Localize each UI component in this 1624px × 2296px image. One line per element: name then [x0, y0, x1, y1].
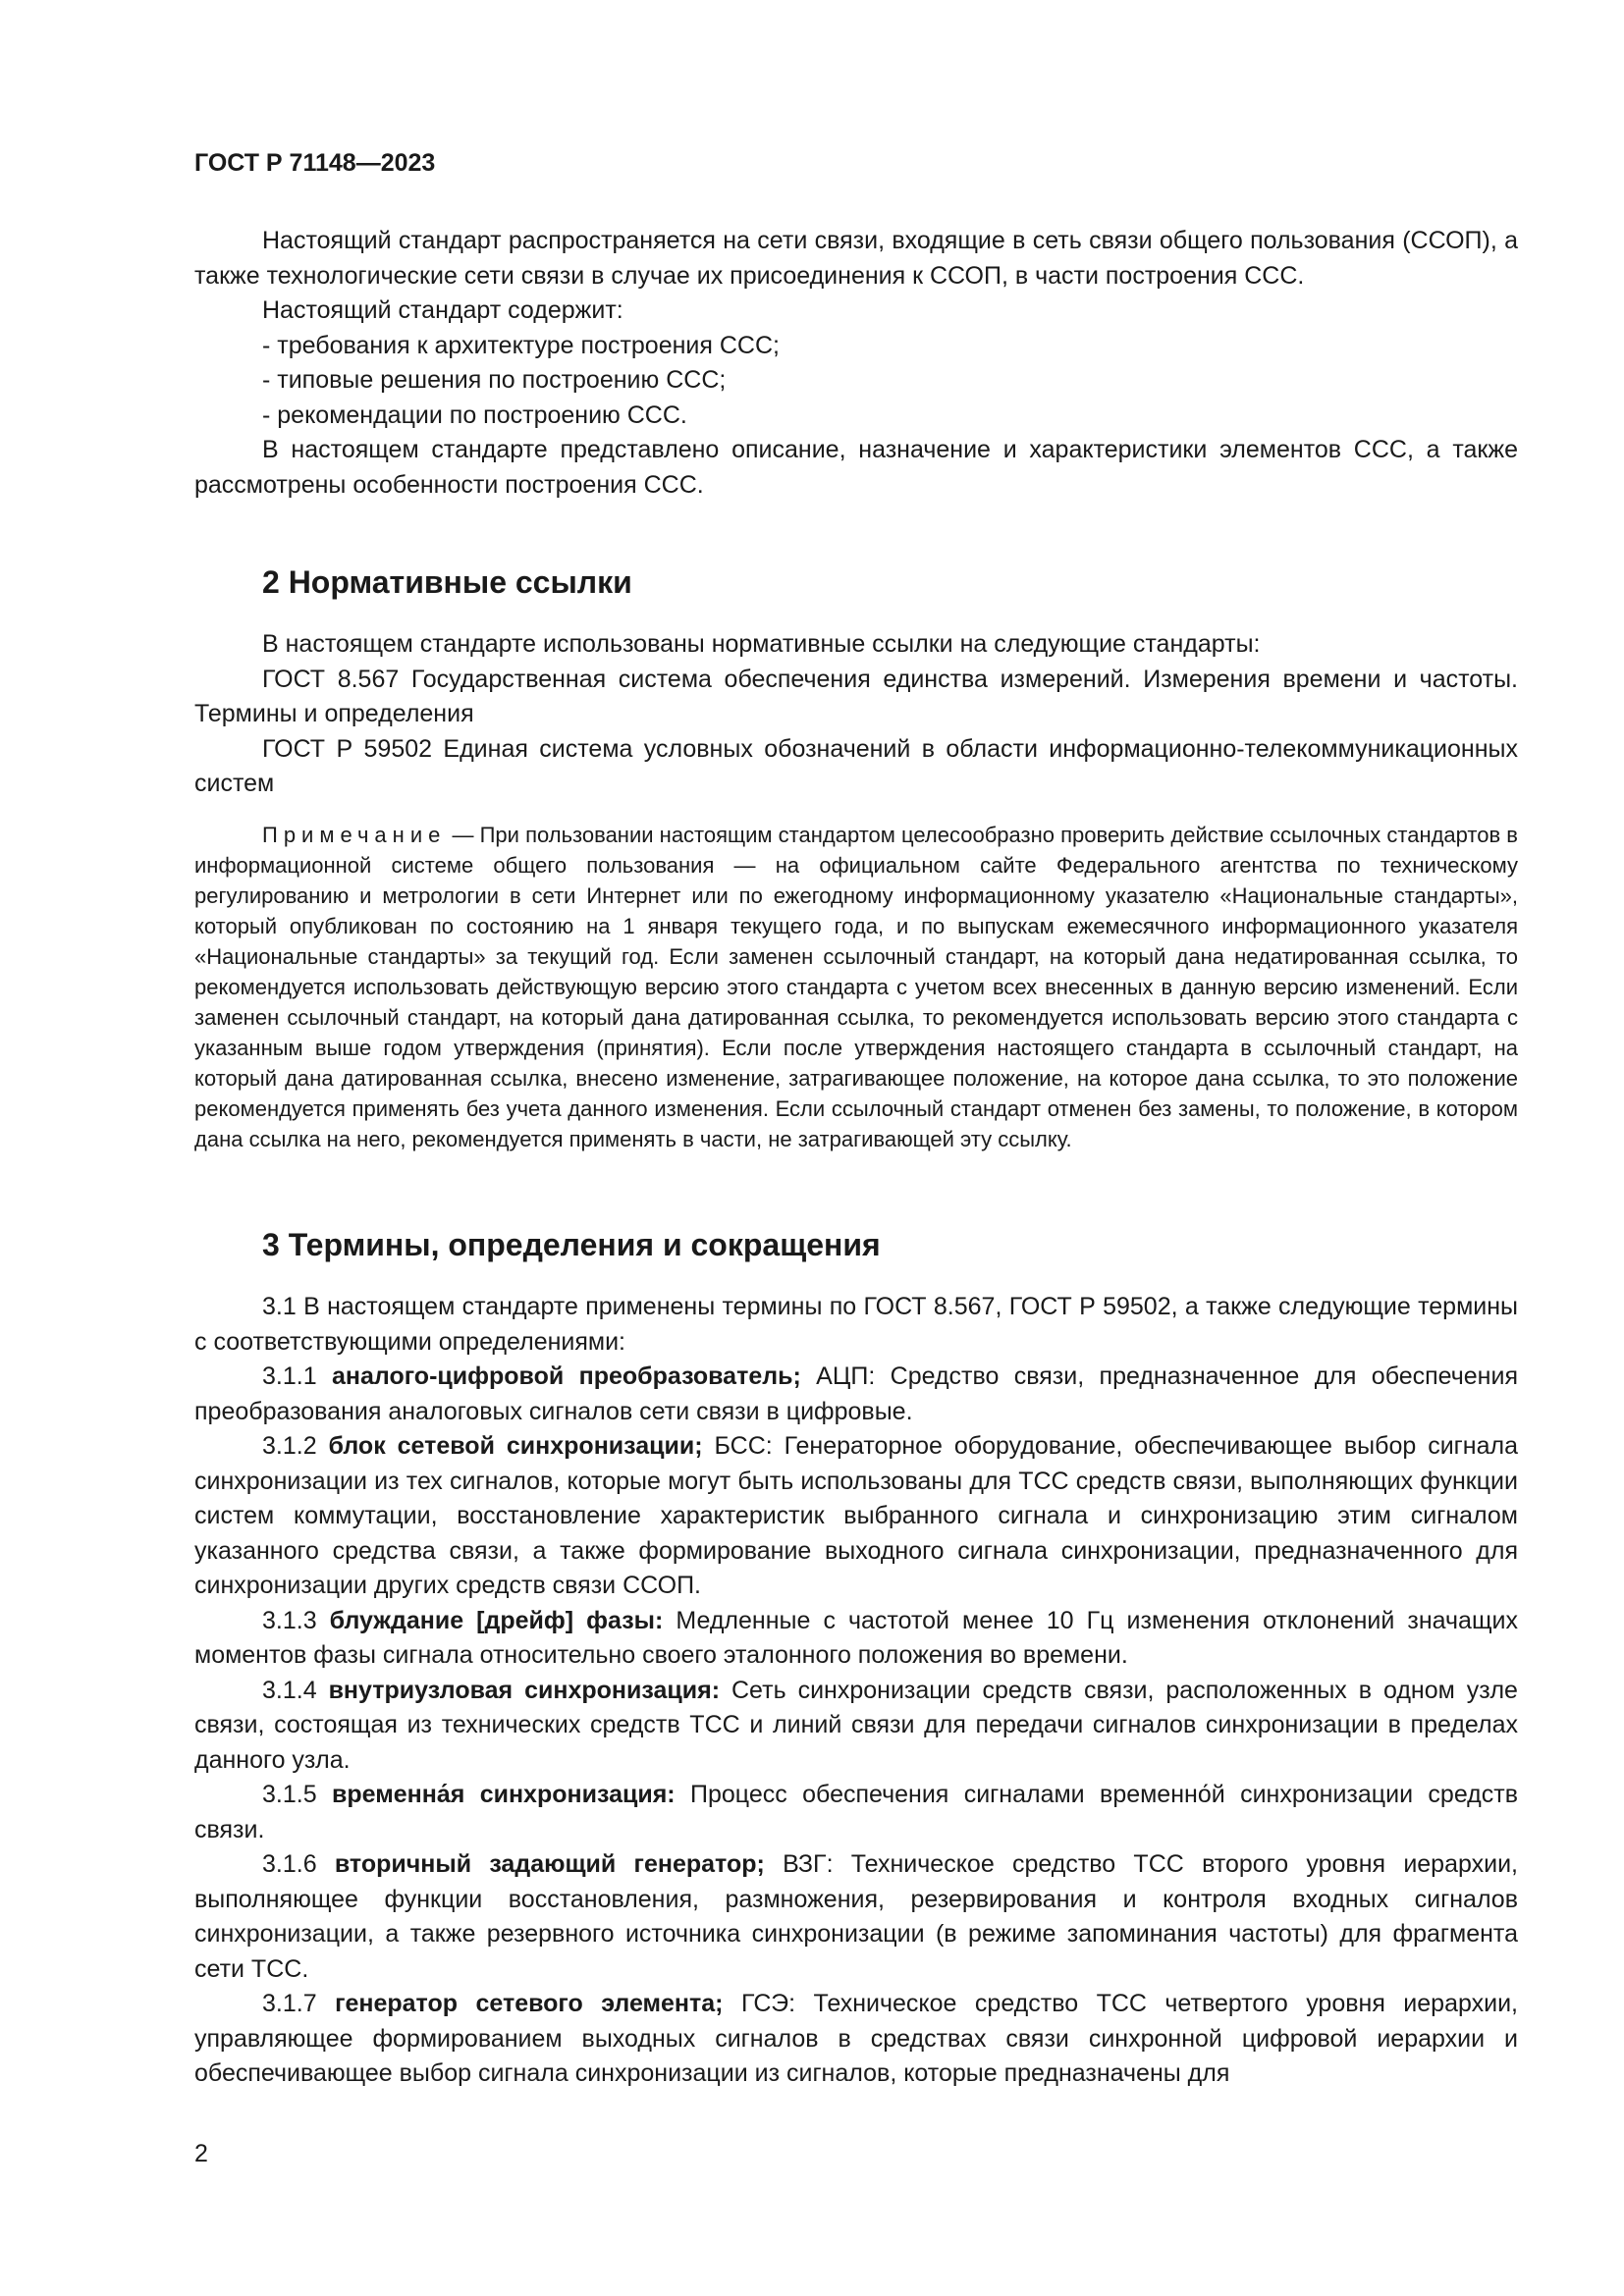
- term-entry: [194, 1987, 1518, 2092]
- list-item: - типовые решения по построению ССС;: [262, 366, 727, 394]
- term-definition: ВЗГ: Техническое средство ТСС второго уровня иерархии, выполняющее функции восстановления, размножения, резервирования и контроля входных сигналов синхронизации, а также резервного источника синхронизации (в режиме запоминания частоты) для фрагмента сети ТСС.: [194, 1850, 1518, 1983]
- document-code: ГОСТ Р 71148—2023: [194, 149, 436, 177]
- term-entry: [194, 1429, 1518, 1604]
- section-heading: 2 Нормативные ссылки: [262, 564, 632, 600]
- term-name: временна́я синхронизация:: [332, 1781, 676, 1808]
- term-definition: БСС: Генераторное оборудование, обеспечивающее выбор сигнала синхронизации из тех сигналов, которые могут быть использованы для ТСС средств связи, выполняющих функции систем коммутации, восстановление характеристик выбранного сигнала и синхронизацию этим сигналом указанного средства связи, а также формирование выходного сигнала синхронизации, предназначенного для синхронизации других средств связи ССОП.: [194, 1432, 1518, 1599]
- term-name: вторичный задающий генератор;: [334, 1850, 765, 1878]
- reference-item: ГОСТ Р 59502 Единая система условных обозначений в области информационно-телекоммуникационных систем: [194, 734, 1518, 797]
- section-paragraph: В настоящем стандарте использованы нормативные ссылки на следующие стандарты:: [262, 630, 1261, 658]
- note-label: Примечание: [262, 822, 447, 847]
- term-name: аналого-цифровой преобразователь;: [331, 1362, 801, 1390]
- section-paragraph: 3.1 В настоящем стандарте применены термины по ГОСТ 8.567, ГОСТ Р 59502, а также следующие термины с соответствующими определениями:: [194, 1293, 1518, 1356]
- section-heading: 3 Термины, определения и сокращения: [262, 1227, 881, 1262]
- term-number: 3.1.5: [262, 1781, 332, 1808]
- term-name: внутриузловая синхронизация:: [328, 1676, 721, 1704]
- term-definition: Медленные с частотой менее 10 Гц изменения отклонений значащих моментов фазы сигнала относительно своего эталонного положения во времени.: [194, 1606, 1518, 1669]
- term-definition: Сеть синхронизации средств связи, расположенных в одном узле связи, состоящая из технических средств ТСС и линий связи для передачи сигналов синхронизации в пределах данного узла.: [194, 1676, 1518, 1774]
- term-number: 3.1.3: [262, 1606, 330, 1634]
- term-number: 3.1.6: [262, 1850, 335, 1878]
- section-3: [194, 1225, 1518, 2092]
- intro-paragraph: Настоящий стандарт содержит:: [262, 296, 623, 324]
- note: [194, 820, 1518, 1154]
- intro-paragraph: В настоящем стандарте представлено описание, назначение и характеристики элементов ССС, а также рассмотрены особенности построения ССС.: [194, 436, 1518, 499]
- term-entry: [194, 1778, 1518, 1847]
- term-entry: [194, 1674, 1518, 1779]
- term-number: 3.1.4: [262, 1676, 329, 1704]
- term-number: 3.1.1: [262, 1362, 332, 1390]
- list-item: - рекомендации по построению ССС.: [262, 400, 687, 429]
- term-entry: [194, 1604, 1518, 1674]
- note-text: — При пользовании настоящим стандартом целесообразно проверить действие ссылочных стандартов в информационной системе общего пользования — на официальном сайте Федерального агентства по техническому регулированию и метрологии в сети Интернет или по ежегодному информационному указателю «Национальные стандарты», который опубликован по состоянию на 1 января текущего года, и по выпускам ежемесячного информационного указателя «Национальные стандарты» за текущий год. Если заменен ссылочный стандарт, на который дана недатированная ссылка, то рекомендуется использовать действующую версию этого стандарта с учетом всех внесенных в данную версию изменений. Если заменен ссылочный стандарт, на который дана датированная ссылка, то рекомендуется использовать версию этого стандарта с указанным выше годом утверждения (принятия). Если после утверждения настоящего стандарта в ссылочный стандарт, на который дана датированная ссылка, внесено изменение, затрагивающее положение, на которое дана ссылка, то это положение рекомендуется применять без учета данного изменения. Если ссылочный стандарт отменен без замены, то положение, в котором дана ссылка на него, рекомендуется применять в части, не затрагивающей эту ссылку.: [194, 822, 1518, 1151]
- section-2: [194, 562, 1518, 1154]
- term-name: блок сетевой синхронизации;: [328, 1432, 703, 1460]
- term-name: блуждание [дрейф] фазы:: [329, 1606, 664, 1634]
- term-entry: [194, 1360, 1518, 1429]
- intro-paragraph: Настоящий стандарт распространяется на сети связи, входящие в сеть связи общего пользования (ССОП), а также технологические сети связи в случае их присоединения к ССОП, в части построения ССС.: [194, 227, 1518, 290]
- term-number: 3.1.7: [262, 1990, 336, 2017]
- term-name: генератор сетевого элемента;: [335, 1990, 724, 2017]
- reference-item: ГОСТ 8.567 Государственная система обеспечения единства измерений. Измерения времени и частоты. Термины и определения: [194, 665, 1518, 727]
- term-entry: [194, 1847, 1518, 1987]
- page-number: 2: [194, 2140, 208, 2167]
- term-definition: АЦП: Средство связи, предназначенное для обеспечения преобразования аналоговых сигналов сети связи в цифровые.: [194, 1362, 1518, 1425]
- term-definition: ГСЭ: Техническое средство ТСС четвертого уровня иерархии, управляющее формированием выходных сигналов в средствах связи синхронной цифровой иерархии и обеспечивающее выбор сигнала синхронизации из сигналов, которые предназначены для: [194, 1990, 1518, 2087]
- list-item: - требования к архитектуре построения ССС;: [262, 331, 780, 359]
- term-definition: Процесс обеспечения сигналами временно́й синхронизации средств связи.: [194, 1781, 1519, 1843]
- intro-block: [194, 224, 1518, 503]
- term-number: 3.1.2: [262, 1432, 329, 1460]
